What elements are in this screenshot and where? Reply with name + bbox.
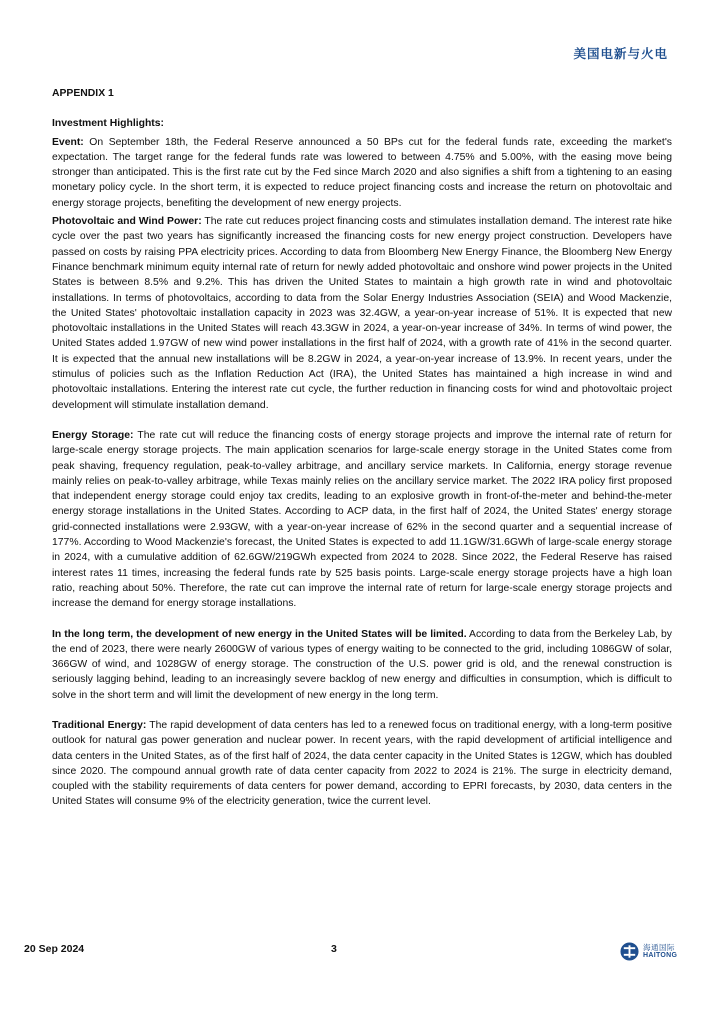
haitong-logo-icon — [620, 942, 639, 961]
section-lead: In the long term, the development of new energy in the United States will be limited. — [52, 628, 467, 640]
section-text: On September 18th, the Federal Reserve announced a 50 BPs cut for the federal funds rate, exceeding the market's expectation. The target range for the federal funds rate was lowered to between 4.75% and 5.00%, with the easing move being stronger than anticipated. This is the first rate cut by the Fed since March 2020 and also signifies a shift from a tightening to an easing monetary policy cycle. In the short term, it is expected to reduce project financing costs and increase the return on photovoltaic and energy storage projects, benefiting the development of new energy projects. — [52, 136, 672, 209]
section-lead: Energy Storage: — [52, 429, 134, 441]
section-text: The rapid development of data centers has led to a renewed focus on traditional energy, with a long-term positive outlook for natural gas power generation and nuclear power. In recent years, with the rapid development of artificial intelligence and data centers in the United States, as of the first half of 2024, the data center capacity in the United States is 12GW, which has doubled since 2020. The compound annual growth rate of data center capacity from 2022 to 2024 is 21%. The surge in electricity demand, coupled with the stability requirements of data centers for power demand, according to EPRI forecasts, by 2030, data centers in the United States will consume 9% of the electricity generation, twice the current level. — [52, 719, 673, 808]
section-event — [52, 135, 672, 211]
logo-en-text: HAITONG — [643, 952, 678, 959]
report-body — [52, 86, 672, 813]
report-header-title: 美国电新与火电 — [573, 46, 668, 61]
haitong-logo — [620, 942, 680, 964]
appendix-label: APPENDIX 1 — [52, 88, 114, 99]
section-text: The rate cut will reduce the financing costs of energy storage projects and improve the internal rate of return for large-scale energy storage projects. The main application scenarios for large-scale energy storage in the United States come from peak shaving, frequency regulation, peak-to-valley arbitrage, and ancillary service markets. In California, energy storage revenue mainly relies on peak-to-valley arbitrage, while Texas mainly relies on the ancillary service market. The 2022 IRA policy first proposed that independent energy storage could enjoy tax credits, leading to an explosive growth in front-of-the-meter and behind-the-meter energy storage installations in the United States. According to ACP data, in the first half of 2024, the United States' energy storage grid-connected installations were 2.93GW, with a year-on-year increase of 62% in the second quarter and a sequential increase of 177%. According to Wood Mackenzie's forecast, the United States is expected to add 11.1GW/31.6GWh of large-scale energy storage in 2024, with a cumulative addition of 62.6GW/219GWh expected from 2024 to 2028. Since 2022, the Federal Reserve has raised interest rates 11 times, increasing the federal funds rate by 525 basis points. Large-scale energy storage projects have a high loan ratio, reaching about 50%. Therefore, the rate cut can improve the internal rate of return for large-scale energy storage projects and increase the demand for energy storage installations. — [52, 429, 672, 610]
section-lead: Traditional Energy: — [52, 719, 147, 731]
section-long-term — [52, 627, 672, 703]
page-number: 3 — [331, 943, 337, 955]
section-lead: Event: — [52, 136, 84, 148]
section-traditional-energy — [52, 718, 672, 810]
section-text: According to data from the Berkeley Lab, by the end of 2023, there were nearly 2600GW of various types of energy waiting to be connected to the grid, including 1086GW of solar, 366GW of wind, and 1028GW of energy storage. The construction of the U.S. power grid is old, and the renewal construction is seriously lagging behind, leading to an increasingly severe backlog of new energy and difficulties in consumption, which is difficult to solve in the short term and will limit the development of new energy in the long term. — [52, 628, 672, 701]
section-energy-storage — [52, 428, 672, 612]
section-pv-wind — [52, 214, 672, 413]
section-lead: Photovoltaic and Wind Power: — [52, 216, 202, 228]
logo-cn-text: 海通国际 — [643, 943, 675, 952]
section-text: The rate cut reduces project financing costs and stimulates installation demand. The interest rate hike cycle over the past two years has significantly increased the financing costs for new energy project construction. Developers have passed on costs by raising PPA electricity prices. According to data from Bloomberg New Energy Finance, the Bloomberg New Energy Finance benchmark minimum equity internal rate of return for newly added photovoltaic and onshore wind power projects in the United States is between 8.5% and 9.2%. This has driven the United States to maintain a high growth rate in wind and photovoltaic installations. In terms of photovoltaics, according to data from the Solar Energy Industries Association (SEIA) and Wood Mackenzie, the United States' photovoltaic installation capacity in 2023 was 32.4GW, a year-on-year increase of 51%. It is expected that new photovoltaic installations in the United States will reach 43.3GW in 2024, a year-on-year increase of 34%. In terms of wind power, the United States added 1.97GW of new wind power installations in the first half of 2024, with a growth rate of 41% in the second quarter. It is expected that the annual new installations will be 8.2GW in 2024, a year-on-year increase of 13.9%. In recent years, under the stimulus of policies such as the Inflation Reduction Act (IRA), the United States has maintained a high increase in wind and photovoltaic installations. Entering the interest rate cut cycle, the further reduction in financing costs for wind and photovoltaic project development will stimulate installation demand. — [52, 216, 672, 411]
footer-date: 20 Sep 2024 — [24, 943, 85, 955]
highlights-heading: Investment Highlights: — [52, 118, 164, 130]
